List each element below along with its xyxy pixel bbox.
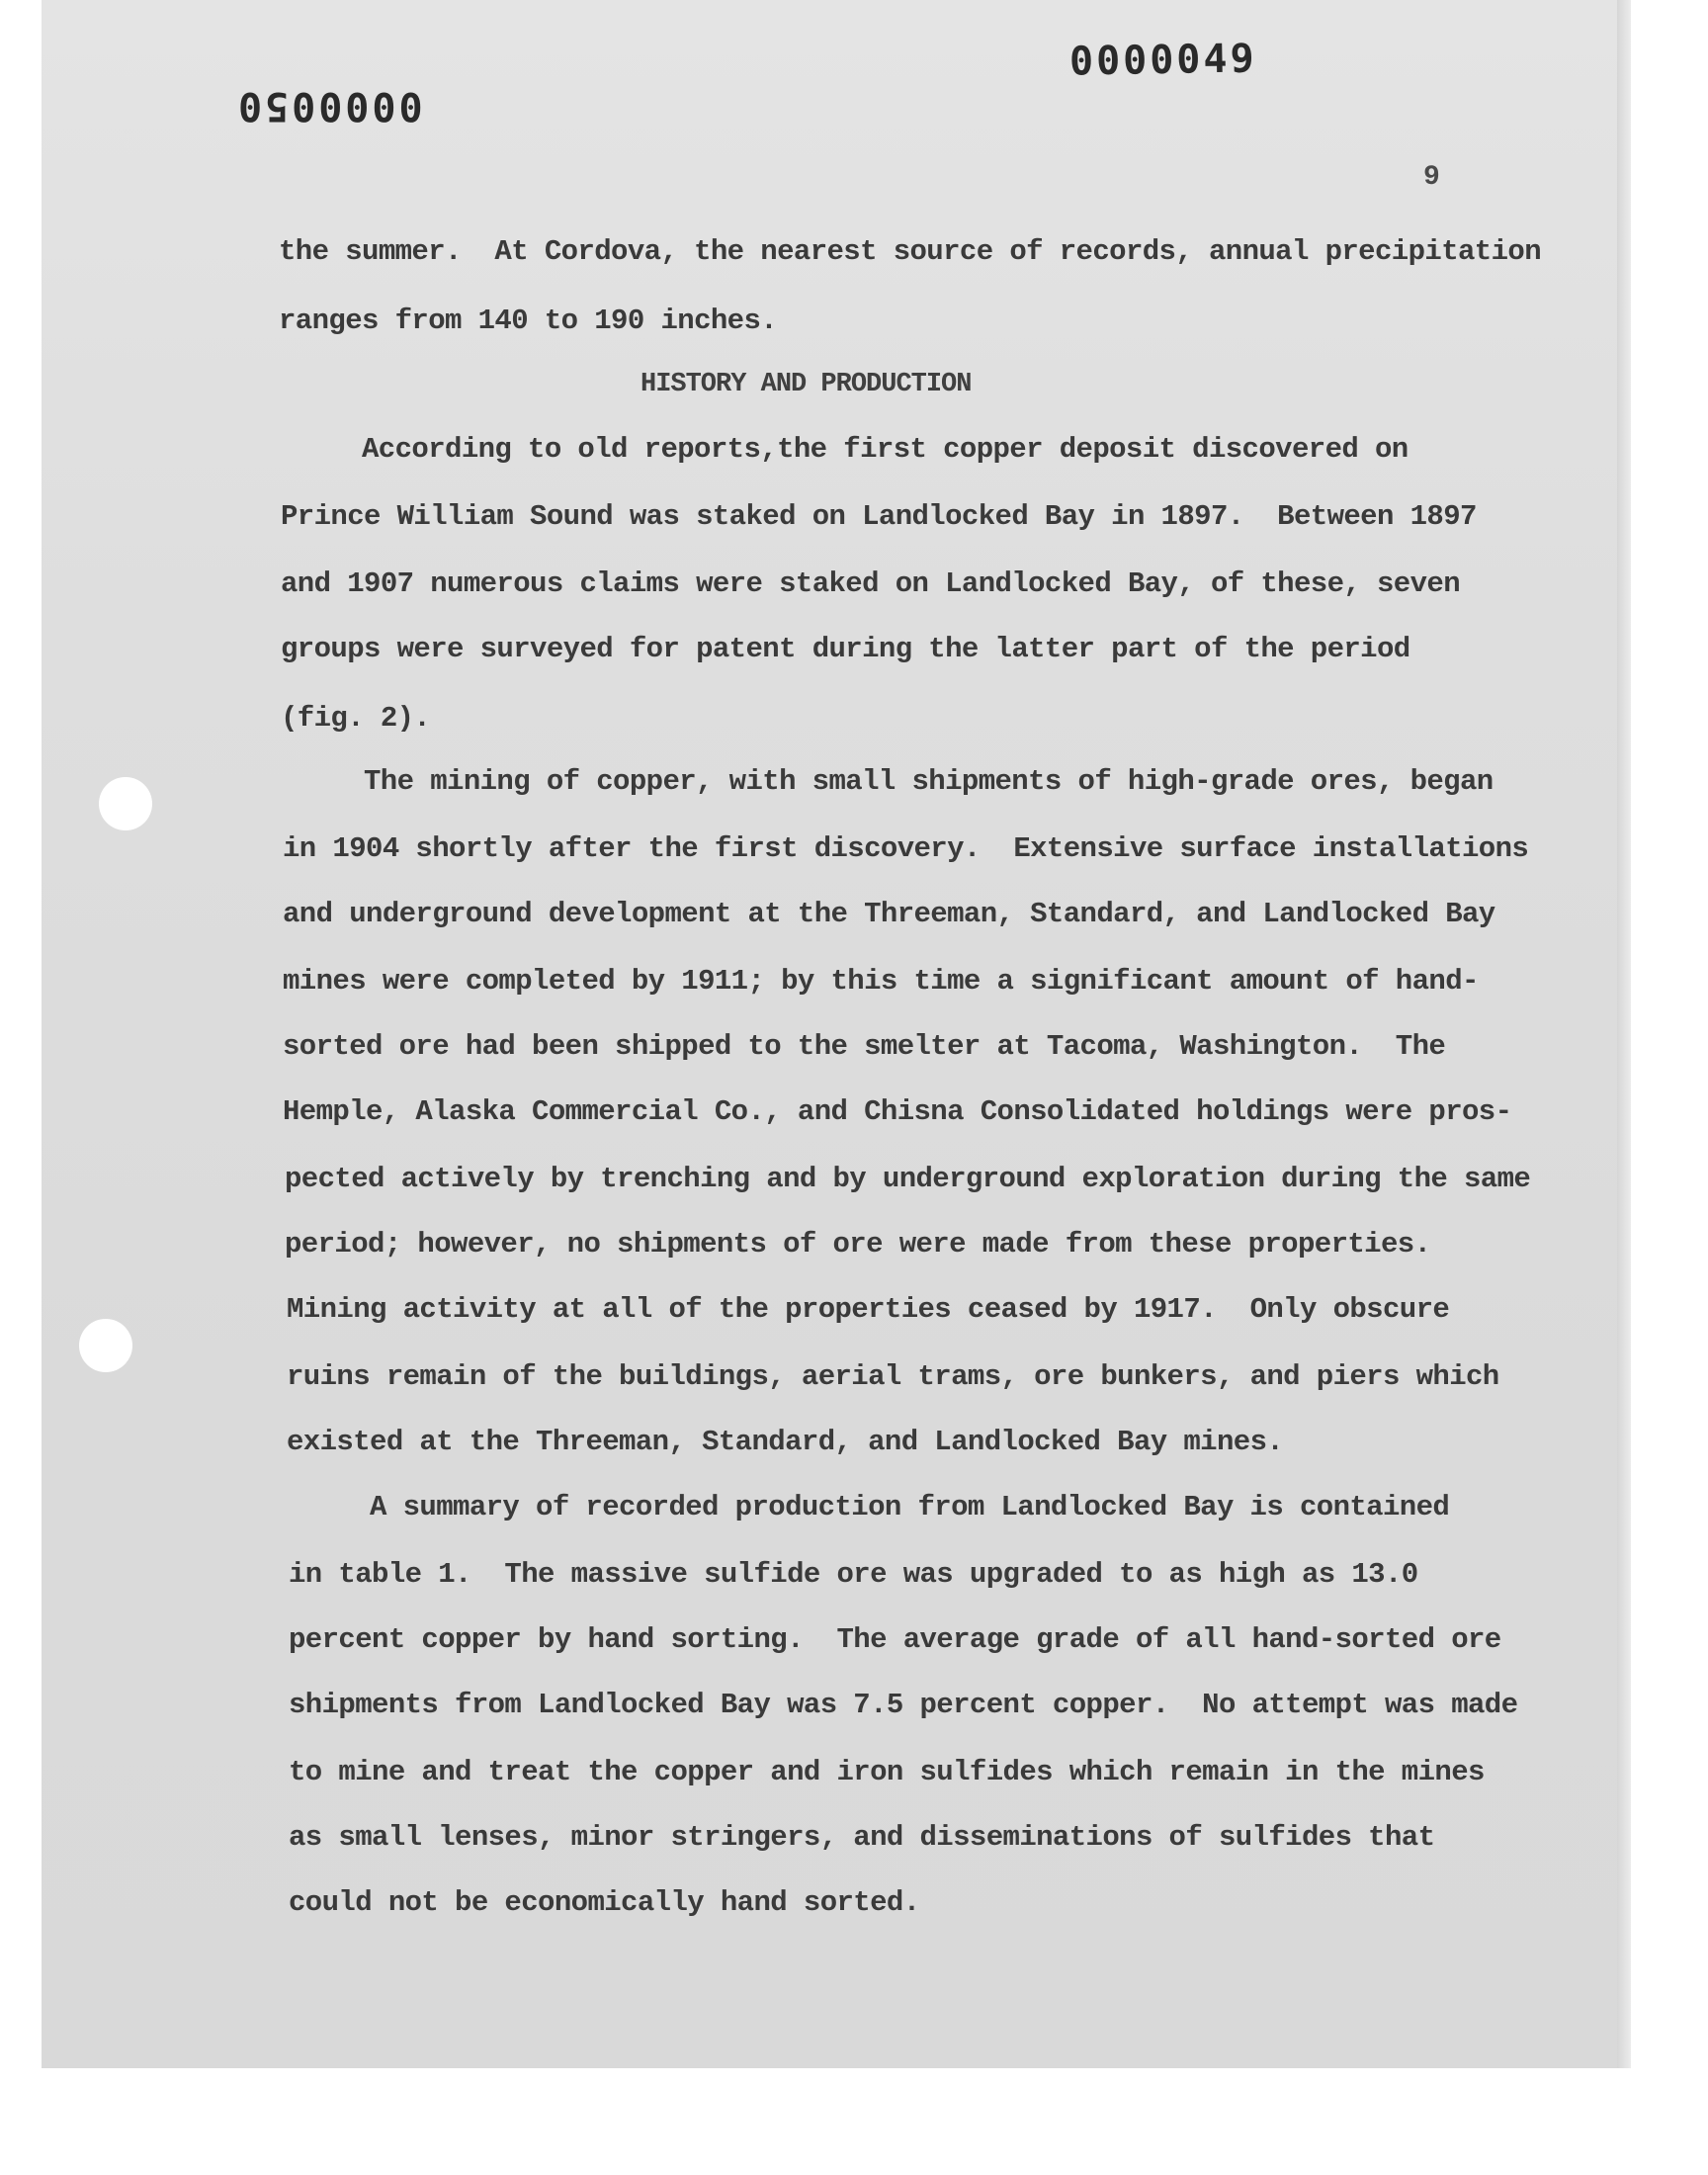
text-line: in table 1. The massive sulfide ore was upgraded to as high as 13.0	[289, 1558, 1418, 1591]
punch-hole-bottom	[79, 1319, 132, 1372]
text-line: shipments from Landlocked Bay was 7.5 percent copper. No attempt was made	[289, 1689, 1518, 1721]
text-line: and 1907 numerous claims were staked on Landlocked Bay, of these, seven	[281, 567, 1461, 600]
text-line: mines were completed by 1911; by this time a significant amount of hand-	[283, 965, 1479, 998]
stamp-number: 0000049	[1068, 36, 1257, 85]
text-line: period; however, no shipments of ore were made from these properties.	[285, 1228, 1431, 1261]
text-line: Mining activity at all of the properties ceased by 1917. Only obscure	[287, 1293, 1450, 1326]
text-line: ruins remain of the buildings, aerial trams, ore bunkers, and piers which	[287, 1360, 1499, 1393]
text-line: groups were surveyed for patent during the latter part of the period	[281, 633, 1410, 665]
text-line: percent copper by hand sorting. The average grade of all hand-sorted ore	[289, 1623, 1501, 1656]
text-line: and underground development at the Threeman, Standard, and Landlocked Bay	[283, 898, 1495, 930]
text-line: could not be economically hand sorted.	[289, 1886, 920, 1919]
stamp-number-inverted: 0000050	[235, 83, 423, 129]
text-line: sorted ore had been shipped to the smelter at Tacoma, Washington. The	[283, 1030, 1446, 1063]
text-line: According to old reports,the first copper deposit discovered on	[362, 433, 1409, 466]
text-line: Hemple, Alaska Commercial Co., and Chisna Consolidated holdings were pros-	[283, 1095, 1512, 1128]
text-line: in 1904 shortly after the first discovery. Extensive surface installations	[283, 832, 1529, 865]
text-line: the summer. At Cordova, the nearest source of records, annual precipitation	[279, 235, 1542, 268]
punch-hole-top	[99, 777, 152, 830]
text-line: Prince William Sound was staked on Landlocked Bay in 1897. Between 1897	[281, 500, 1477, 533]
text-line: to mine and treat the copper and iron sulfides which remain in the mines	[289, 1756, 1485, 1788]
text-line: pected actively by trenching and by underground exploration during the same	[285, 1163, 1531, 1195]
text-line: as small lenses, minor stringers, and disseminations of sulfides that	[289, 1821, 1435, 1854]
text-line: The mining of copper, with small shipments of high-grade ores, began	[364, 765, 1494, 798]
page-number: 9	[1423, 162, 1440, 193]
text-line: (fig. 2).	[281, 702, 431, 735]
page-edge-shadow	[1617, 0, 1631, 2068]
text-line: existed at the Threeman, Standard, and Landlocked Bay mines.	[287, 1426, 1284, 1458]
text-line: ranges from 140 to 190 inches.	[279, 304, 778, 337]
text-line: A summary of recorded production from Landlocked Bay is contained	[370, 1491, 1450, 1523]
section-heading: HISTORY AND PRODUCTION	[640, 370, 972, 399]
